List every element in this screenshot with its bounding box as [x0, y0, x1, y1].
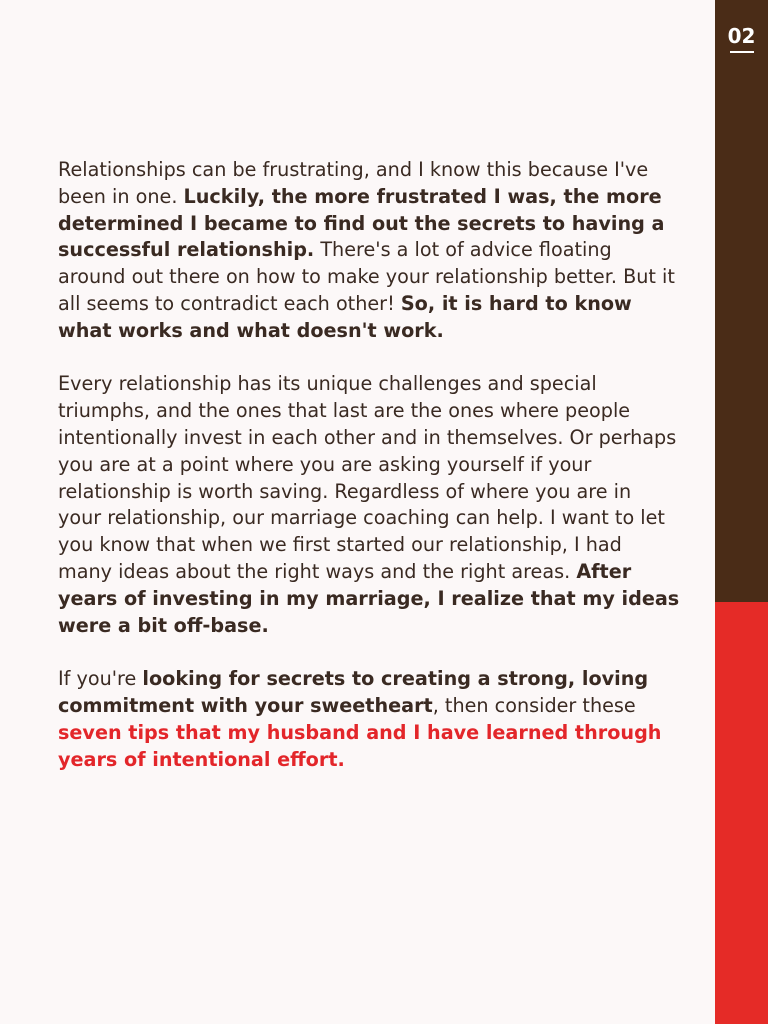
text-run: , then consider these	[432, 693, 636, 717]
text-run: If you're	[58, 667, 143, 691]
bold-text-run: After years of investing in my marriage, I realize that my ideas were a bit off-base.	[58, 559, 680, 637]
side-bar-bottom-block	[715, 602, 768, 1024]
page-number: 02	[727, 24, 756, 48]
bold-text-run: So, it is hard to know what works and what doesn't work.	[58, 291, 632, 342]
paragraph	[58, 371, 680, 639]
text-run: Every relationship has its unique challenges and special triumphs, and the ones that last are the ones where people intentionally invest in each other and in themselves. Or perhaps you are at a point where you are asking yourself if your relationship is worth saving. Regardless of where you are in your relationship, our marriage coaching can help. I want to let you know that when we first started our relationship, I had many ideas about the right ways and the right areas.	[58, 372, 677, 583]
paragraph	[58, 157, 680, 345]
text-run: Relationships can be frustrating, and I know this because I've been in one.	[58, 158, 649, 208]
side-bar	[715, 0, 768, 1024]
highlight-text-run: seven tips that my husband and I have learned through years of intentional effort.	[58, 720, 662, 771]
page-number-underline	[730, 51, 754, 53]
bold-text-run: looking for secrets to creating a strong, loving commitment with your sweetheart	[58, 667, 649, 717]
text-run: There's a lot of advice floating around out there on how to make your relationship better. But it all seems to contradict each other!	[58, 238, 675, 315]
paragraph	[58, 666, 680, 773]
bold-text-run: Luckily, the more frustrated I was, the more determined I became to find out the secrets to having a successful relationship.	[58, 184, 665, 262]
body-text	[58, 157, 680, 800]
side-bar-top-block	[715, 0, 768, 602]
